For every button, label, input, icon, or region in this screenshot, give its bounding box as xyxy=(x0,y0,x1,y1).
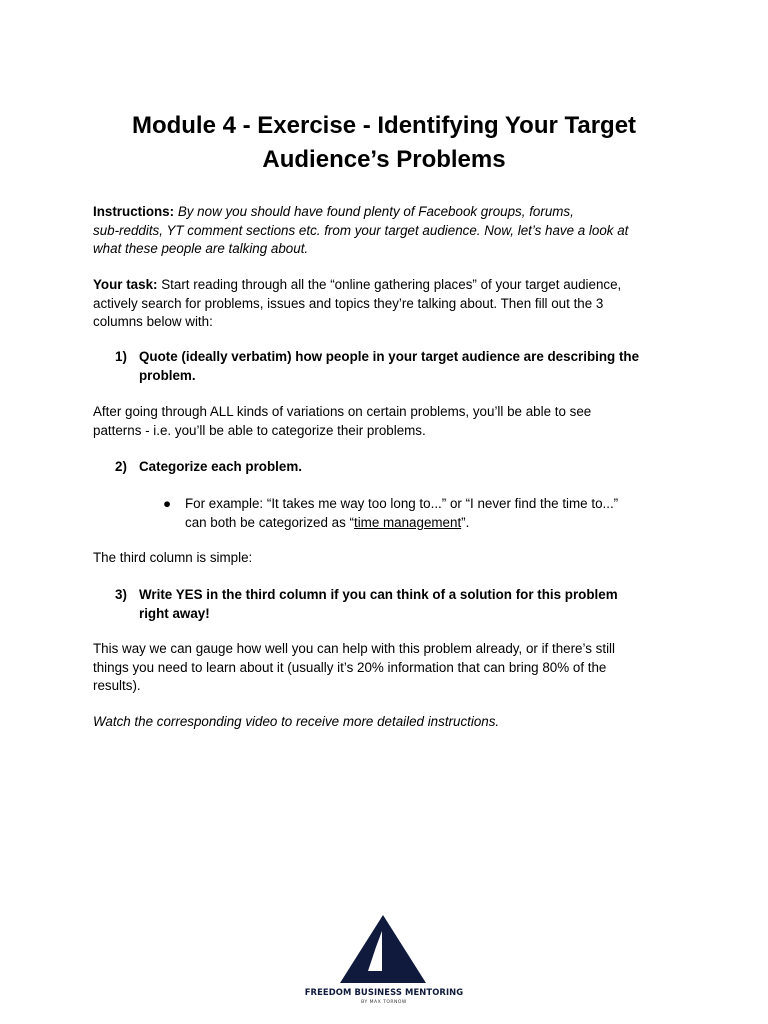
logo-name: FREEDOM BUSINESS MENTORING xyxy=(304,987,464,997)
page-title xyxy=(60,109,708,177)
task-line-2: actively search for problems, issues and topics they’re talking about. Then fill out the 3 xyxy=(93,295,604,311)
step-3-number: 3) xyxy=(115,587,127,602)
step-3-line-2: right away! xyxy=(139,605,210,621)
triangle-logo-icon xyxy=(338,913,428,985)
example-line-2-post: ”. xyxy=(461,514,470,530)
task-line-3: columns below with: xyxy=(93,314,213,330)
step-1-number: 1) xyxy=(115,349,127,364)
step-3-line-1: Write YES in the third column if you can think of a solution for this problem xyxy=(139,587,618,602)
step-2-text: Categorize each problem. xyxy=(139,459,302,474)
patterns-line-1: After going through ALL kinds of variations on certain problems, you’ll be able to see xyxy=(93,404,592,419)
gauge-line-1: This way we can gauge how well you can help with this problem already, or if there’s still xyxy=(93,641,615,656)
step-1-line-1: Quote (ideally verbatim) how people in your target audience are describing the xyxy=(139,349,640,364)
bullet-icon: ● xyxy=(163,496,172,511)
patterns-paragraph xyxy=(93,403,683,440)
third-column-paragraph xyxy=(93,549,683,568)
patterns-line-2: patterns - i.e. you’ll be able to categorize their problems. xyxy=(93,422,426,438)
task-paragraph xyxy=(93,276,683,332)
gauge-paragraph xyxy=(93,640,683,696)
instructions-line-2: sub-reddits, YT comment sections etc. from your target audience. Now, let’s have a look at xyxy=(93,222,629,238)
instructions-line-3: what these people are talking about. xyxy=(93,241,309,257)
logo-byline: BY MAX TORNOW xyxy=(361,1000,407,1005)
video-note-paragraph xyxy=(93,713,683,732)
gauge-line-2: things you need to learn about it (usually it’s 20% information that can bring 80% of the xyxy=(93,659,607,675)
task-line-1: Start reading through all the “online gathering places” of your target audience, xyxy=(161,277,622,292)
task-label: Your task: xyxy=(93,277,158,292)
time-management-underlined: time management xyxy=(353,514,462,530)
example-line-2-pre: can both be categorized as “ xyxy=(185,514,354,530)
instructions-label: Instructions: xyxy=(93,204,175,219)
title-line-2: Audience’s Problems xyxy=(262,146,506,173)
title-line-1: Module 4 - Exercise - Identifying Your Target xyxy=(131,112,637,139)
step-2-number: 2) xyxy=(115,459,127,474)
example-line-1: For example: “It takes me way too long to...” or “I never find the time to...” xyxy=(185,496,619,511)
video-note-text: Watch the corresponding video to receive more detailed instructions. xyxy=(93,714,500,729)
instructions-paragraph xyxy=(93,203,683,259)
instructions-line-1: By now you should have found plenty of Facebook groups, forums, xyxy=(177,204,574,219)
gauge-line-3: results). xyxy=(93,678,141,694)
step-1-line-2: problem. xyxy=(139,367,196,383)
company-logo xyxy=(298,905,470,1015)
third-column-text: The third column is simple: xyxy=(93,550,253,565)
